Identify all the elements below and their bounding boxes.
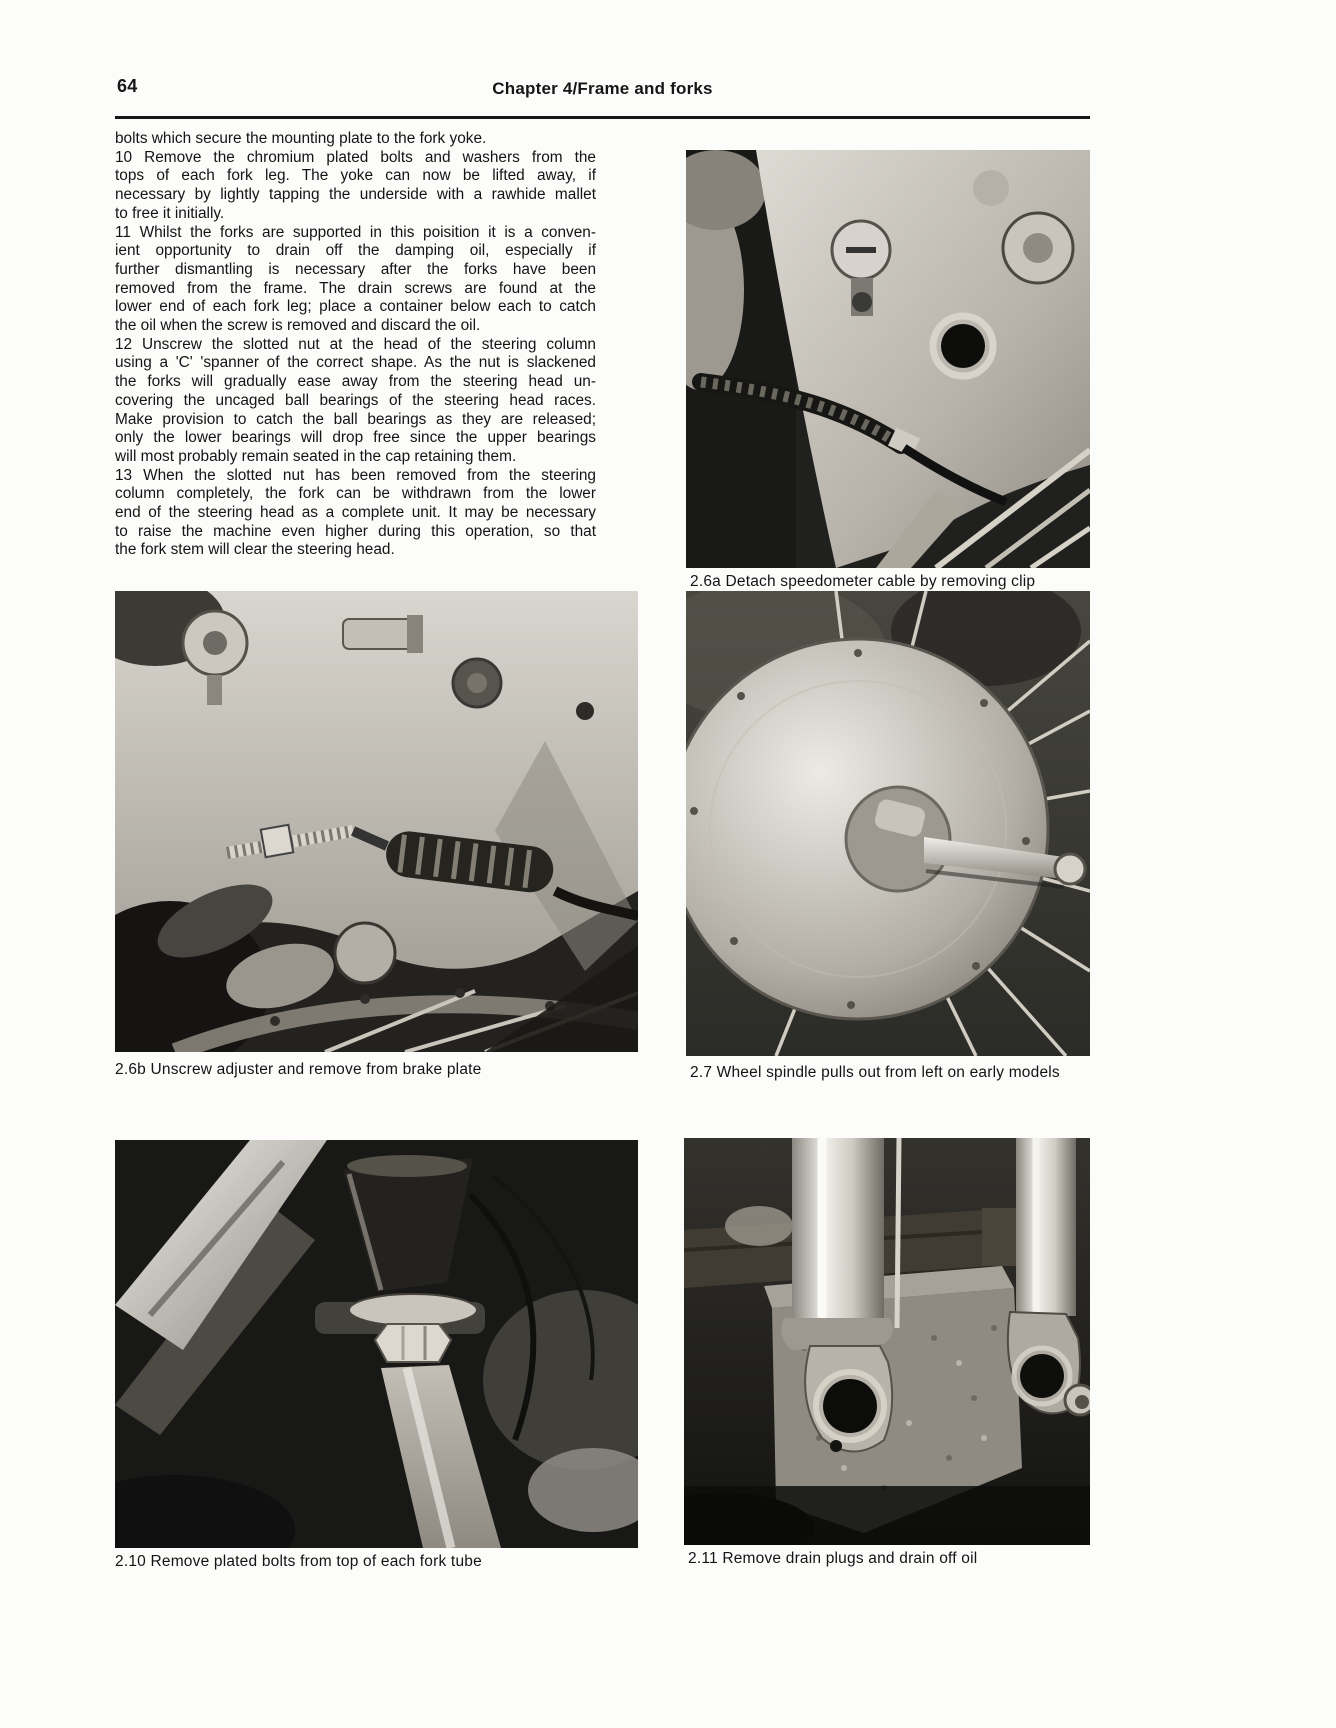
figure-caption-2-6b: 2.6b Unscrew adjuster and remove from brake plate xyxy=(115,1061,482,1078)
body-line: 12 Unscrew the slotted nut at the head of the steering column xyxy=(115,335,596,353)
body-line: covering the uncaged ball bearings of the steering head races. xyxy=(115,391,596,409)
figure-caption-2-10: 2.10 Remove plated bolts from top of each fork tube xyxy=(115,1553,482,1570)
body-line: ient opportunity to drain off the damping oil, especially if xyxy=(115,242,596,260)
body-line: 13 When the slotted nut has been removed from the steering xyxy=(115,466,596,484)
figure-photo-2-6a xyxy=(686,150,1090,568)
figure-caption-2-7: 2.7 Wheel spindle pulls out from left on early models xyxy=(690,1064,1060,1081)
body-line: using a 'C' 'spanner of the correct shape. As the nut is slackened xyxy=(115,354,596,372)
body-line: lower end of each fork leg; place a container below each to catch xyxy=(115,298,596,316)
photo-2-10-illustration xyxy=(115,1140,638,1548)
body-line: column completely, the fork can be withdrawn from the lower xyxy=(115,485,596,503)
body-line: to raise the machine even higher during this operation, so that xyxy=(115,522,596,540)
body-line: removed from the frame. The drain screws are found at the xyxy=(115,279,596,297)
figure-caption-2-6a: 2.6a Detach speedometer cable by removing clip xyxy=(690,573,1036,590)
figure-photo-2-7 xyxy=(686,591,1090,1056)
body-line: tops of each fork leg. The yoke can now be lifted away, if xyxy=(115,167,596,185)
body-line: Make provision to catch the ball bearings as they are released; xyxy=(115,410,596,428)
body-line: necessary by lightly tapping the underside with a rawhide mallet xyxy=(115,186,596,204)
figure-caption-2-11: 2.11 Remove drain plugs and drain off oil xyxy=(688,1550,978,1567)
body-line: end of the steering head as a complete unit. It may be necessary xyxy=(115,504,596,522)
body-line: 11 Whilst the forks are supported in this poisition it is a conven- xyxy=(115,223,596,241)
body-line: 10 Remove the chromium plated bolts and washers from the xyxy=(115,148,596,166)
body-line: to free it initially. xyxy=(115,204,225,222)
body-line: the forks will gradually ease away from the steering head un- xyxy=(115,373,596,391)
photo-2-11-illustration xyxy=(684,1138,1090,1545)
fork-top-bolt xyxy=(375,1324,451,1362)
body-line: bolts which secure the mounting plate to the fork yoke. xyxy=(115,130,487,147)
left-drain-plug-hole xyxy=(823,1379,877,1433)
body-text xyxy=(115,130,596,560)
photo-2-6b-illustration xyxy=(115,591,638,1052)
body-line: further dismantling is necessary after the forks have been xyxy=(115,260,596,278)
body-line: the oil when the screw is removed and discard the oil. xyxy=(115,317,481,335)
photo-2-6a-illustration xyxy=(686,150,1090,568)
photo-2-7-illustration xyxy=(686,591,1090,1056)
body-line: the fork stem will clear the steering head. xyxy=(115,541,395,559)
page-number: 64 xyxy=(117,76,138,96)
body-line: will most probably remain seated in the cap retaining them. xyxy=(115,447,517,465)
body-line: only the lower bearings will drop free since the upper bearings xyxy=(115,429,596,447)
figure-photo-2-6b xyxy=(115,591,638,1052)
figure-photo-2-11 xyxy=(684,1138,1090,1545)
figure-photo-2-10 xyxy=(115,1140,638,1548)
chapter-title: Chapter 4/Frame and forks xyxy=(492,79,713,98)
header-rule xyxy=(115,116,1090,119)
right-drain-plug-hole xyxy=(1020,1354,1064,1398)
